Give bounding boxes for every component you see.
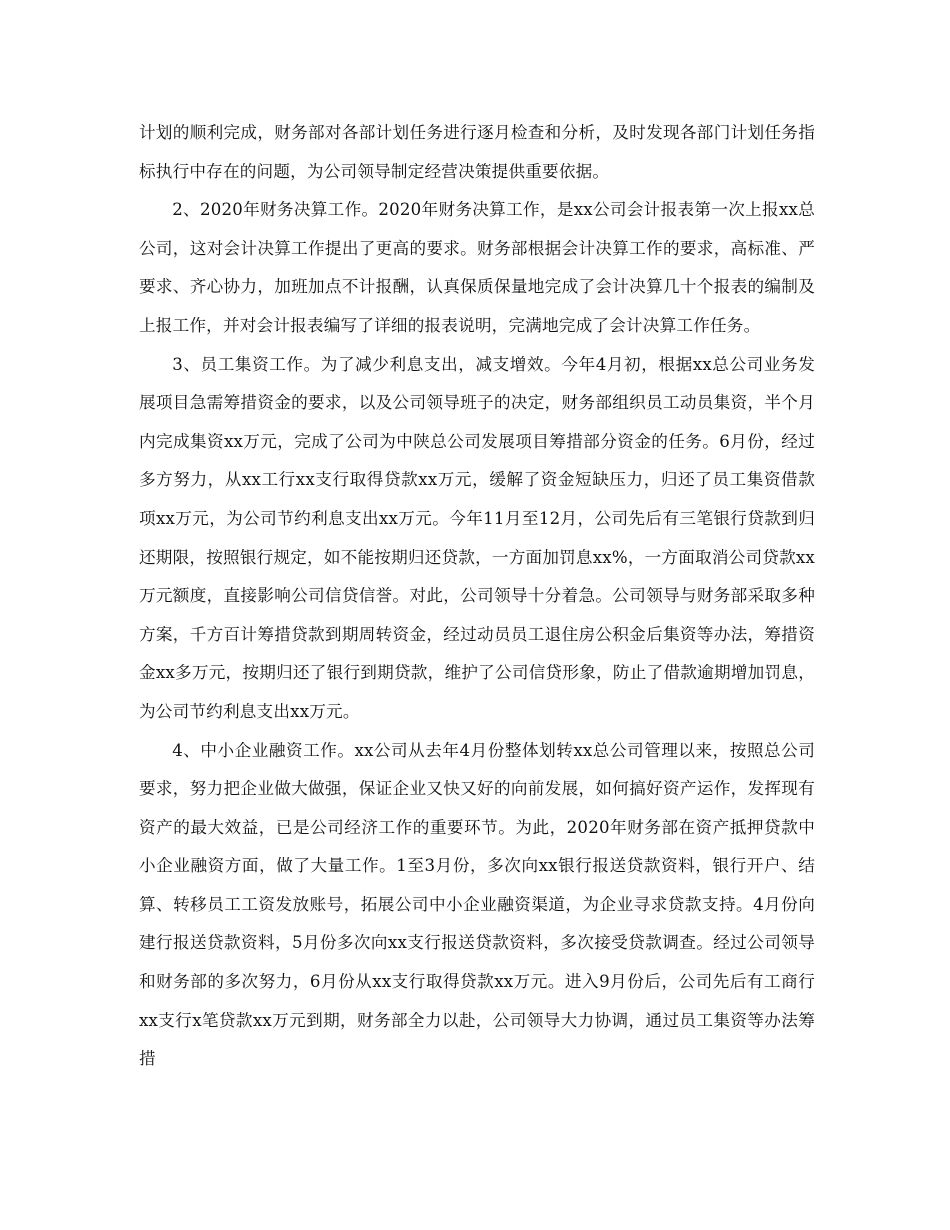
- document-body: [139, 114, 815, 1079]
- paragraph-intro: 计划的顺利完成，财务部对各部计划任务进行逐月检查和分析，及时发现各部门计划任务指标执行中存在的问题，为公司领导制定经营决策提供重要依据。: [139, 123, 815, 181]
- paragraph-sme-financing: 4、中小企业融资工作。xx公司从去年4月份整体划转xx总公司管理以来，按照总公司要求，努力把企业做大做强，保证企业又快又好的向前发展，如何搞好资产运作，发挥现有资产的最大效益，已是公司经济工作的重要环节。为此，2020年财务部在资产抵押贷款中小企业融资方面，做了大量工作。1至3月份，多次向xx银行报送贷款资料，银行开户、结算、转移员工工资发放账号，拓展公司中小企业融资渠道，为企业寻求贷款支持。4月份向建行报送贷款资料，5月份多次向xx支行报送贷款资料，多次接受贷款调查。经过公司领导和财务部的多次努力，6月份从xx支行取得贷款xx万元。进入9月份后，公司先后有工商行xx支行x笔贷款xx万元到期，财务部全力以赴，公司领导大力协调，通过员工集资等办法筹措: [139, 740, 815, 1069]
- paragraph-employee-fundraising: 3、员工集资工作。为了减少利息支出，减支增效。今年4月初，根据xx总公司业务发展项目急需筹措资金的要求，以及公司领导班子的决定，财务部组织员工动员集资，半个月内完成集资xx万元，完成了公司为中陕总公司发展项目筹措部分资金的任务。6月份，经过多方努力，从xx工行xx支行取得贷款xx万元，缓解了资金短缺压力，归还了员工集资借款项xx万元，为公司节约利息支出xx万元。今年11月至12月，公司先后有三笔银行贷款到归还期限，按照银行规定，如不能按期归还贷款，一方面加罚息xx%，一方面取消公司贷款xx万元额度，直接影响公司信贷信誉。对此，公司领导十分着急。公司领导与财务部采取多种方案，千方百计筹措贷款到期周转资金，经过动员员工退住房公积金后集资等办法，筹措资金xx多万元，按期归还了银行到期贷款，维护了公司信贷形象，防止了借款逾期增加罚息，为公司节约利息支出xx万元。: [139, 354, 815, 721]
- paragraph-final-accounts: 2、2020年财务决算工作。2020年财务决算工作，是xx公司会计报表第一次上报xx总公司，这对会计决算工作提出了更高的要求。财务部根据会计决算工作的要求，高标准、严要求、齐心协力，加班加点不计报酬，认真保质保量地完成了会计决算几十个报表的编制及上报工作，并对会计报表编写了详细的报表说明，完满地完成了会计决算工作任务。: [139, 200, 815, 335]
